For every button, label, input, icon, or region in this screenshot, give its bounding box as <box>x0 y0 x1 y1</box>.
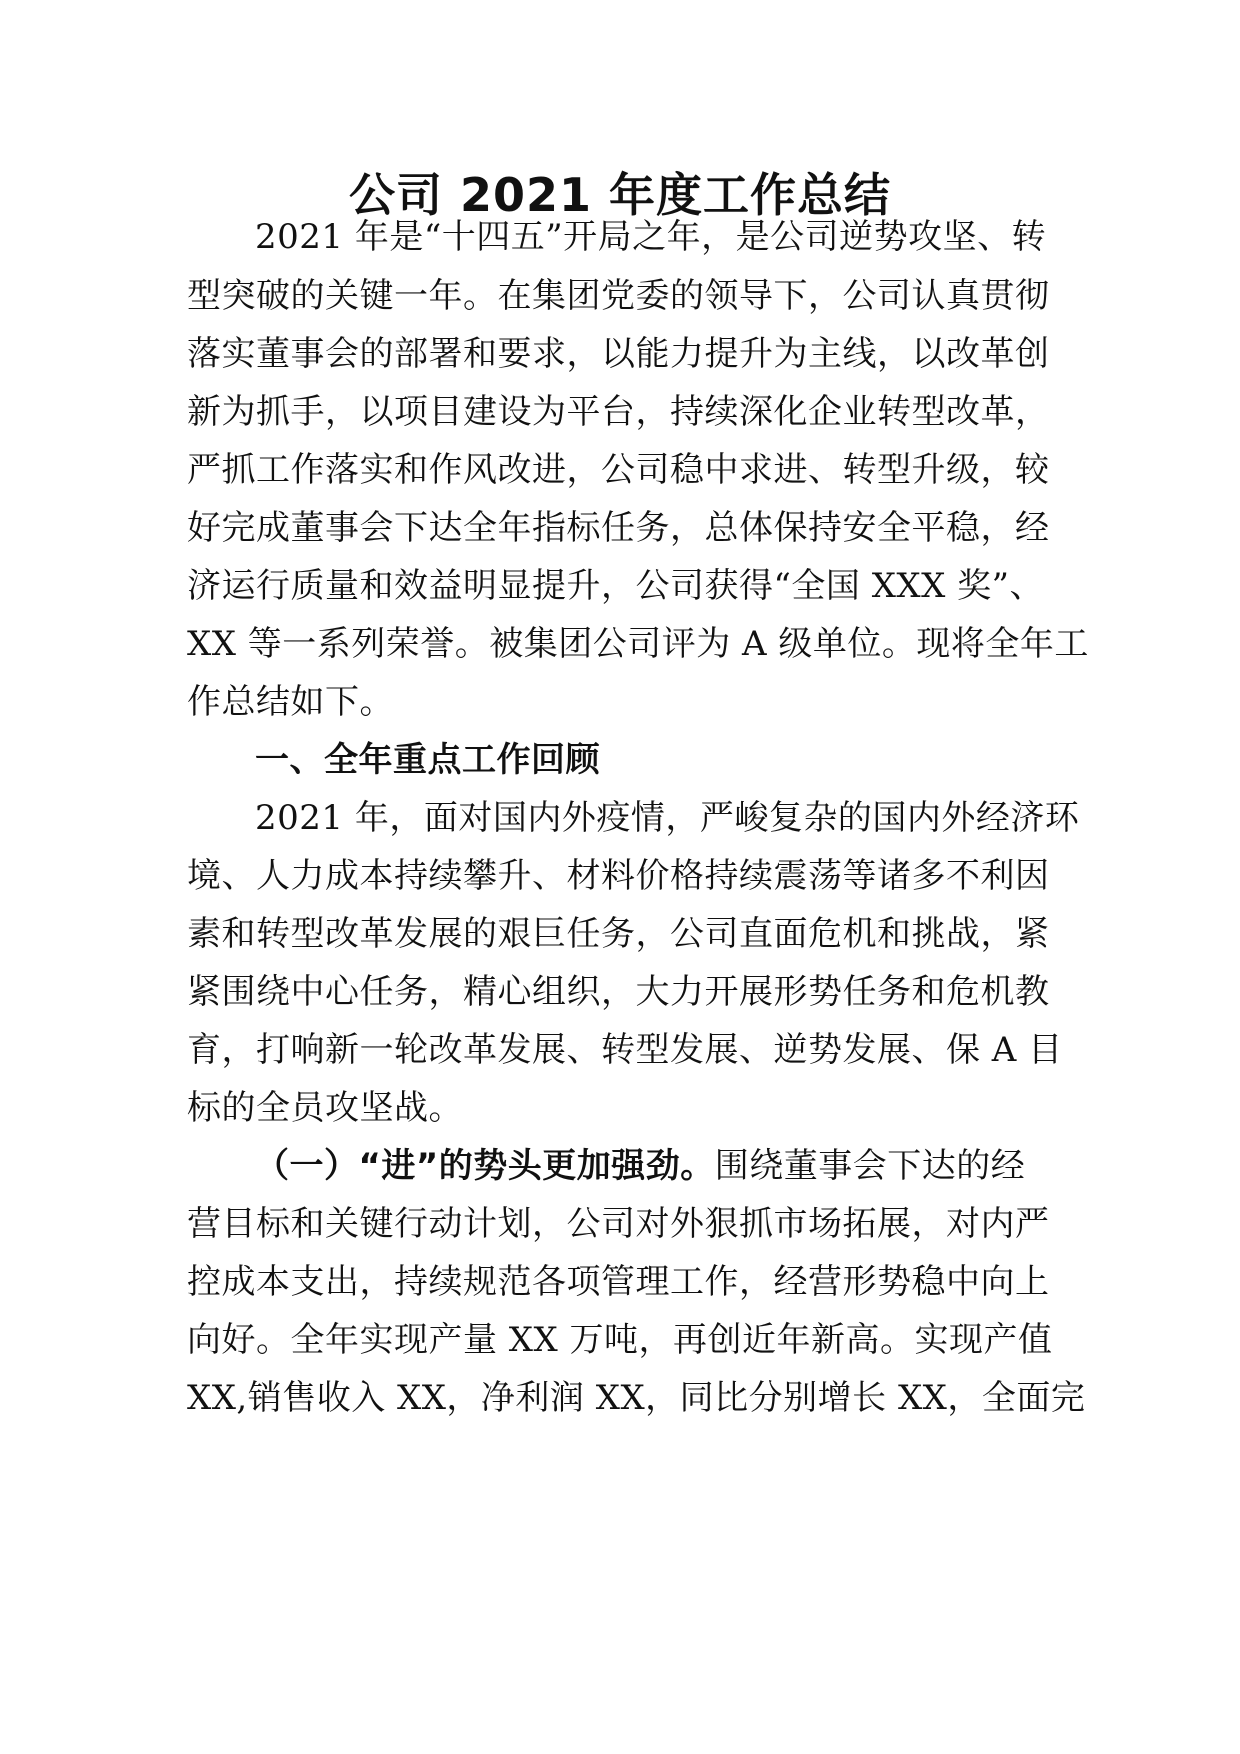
paragraph-line: 新为抓手，以项目建设为平台，持续深化企业转型改革， <box>187 392 1050 432</box>
paragraph-line: 营目标和关键行动计划，公司对外狠抓市场拓展，对内严 <box>187 1204 1050 1244</box>
subsection-text: 围绕董事会下达的经 <box>714 1146 1026 1186</box>
document-title: 公司 2021 年度工作总结 <box>348 168 892 222</box>
paragraph-line: 落实董事会的部署和要求，以能力提升为主线，以改革创 <box>187 334 1050 374</box>
paragraph-line: 向好。全年实现产量 XX 万吨，再创近年新高。实现产值 <box>187 1320 1053 1360</box>
section-heading: 一、全年重点工作回顾 <box>255 740 600 780</box>
paragraph-line: 2021 年，面对国内外疫情，严峻复杂的国内外经济环 <box>255 798 1080 838</box>
paragraph-line: 济运行质量和效益明显提升，公司获得“全国 XXX 奖”、 <box>187 566 1044 606</box>
paragraph-line: XX,销售收入 XX，净利润 XX，同比分别增长 XX，全面完 <box>187 1378 1086 1418</box>
paragraph-line: 紧围绕中心任务，精心组织，大力开展形势任务和危机教 <box>187 972 1050 1012</box>
paragraph-line: 素和转型改革发展的艰巨任务，公司直面危机和挑战，紧 <box>187 914 1050 954</box>
paragraph-line: 控成本支出，持续规范各项管理工作，经营形势稳中向上 <box>187 1262 1050 1302</box>
paragraph-line: 2021 年是“十四五”开局之年，是公司逆势攻坚、转 <box>255 217 1047 257</box>
paragraph-line: 型突破的关键一年。在集团党委的领导下，公司认真贯彻 <box>187 276 1050 316</box>
paragraph-line: 好完成董事会下达全年指标任务，总体保持安全平稳，经 <box>187 508 1050 548</box>
paragraph-line: 标的全员攻坚战。 <box>187 1088 463 1128</box>
paragraph-line: 育，打响新一轮改革发展、转型发展、逆势发展、保 A 目 <box>187 1030 1063 1070</box>
subsection-heading: （一）“进”的势头更加强劲。 <box>255 1146 715 1186</box>
subsection-line <box>255 1134 1135 1198</box>
paragraph-line: 作总结如下。 <box>187 682 394 722</box>
paragraph-line: 境、人力成本持续攀升、材料价格持续震荡等诸多不利因 <box>187 856 1050 896</box>
paragraph-line: XX 等一系列荣誉。被集团公司评为 A 级单位。现将全年工 <box>187 624 1089 664</box>
paragraph-line: 严抓工作落实和作风改进，公司稳中求进、转型升级，较 <box>187 450 1050 490</box>
